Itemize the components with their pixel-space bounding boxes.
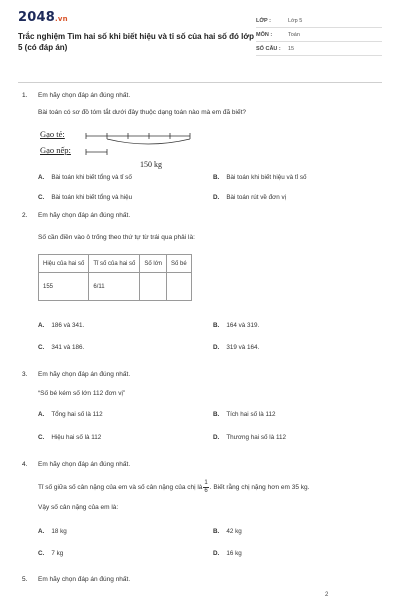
meta-count: SỐ CÂU : 15 <box>256 42 382 56</box>
question-text: Tỉ số giữa số cân nặng của em và số cân nặng của chị là $\frac{1}{6}$ . Biết rằng chị nặng hơn em 35 kg. <box>38 480 310 494</box>
document-page: 2048.vn Trắc nghiệm Tìm hai số khi biết hiệu và tỉ số của hai số đó lớp 5 (có đáp án) LỚP : Lớp 5 MÔN : Toán SỐ CÂU : 15 1. Em hãy chọn đáp án đúng nhất. Bài toán có sơ đồ tóm tắt dưới đây thuộc dạng toán nào mà em đã biết? Gạo tẻ: Gạo nếp: 150 kg A. Bài toán khi biết tổng và tỉ số B. Bài toán khi biết hiệu và tỉ số C. Bài toán khi biết tổng và hiệu D. Bài toán rút về đơn vị 2. Em hãy chọn đáp án đúng nhất. Số cần điền vào ô trống theo thứ tự từ trái qua phải là: Hiệu của hai số Tỉ số của hai số Số lớn Số bé 155 6/11 A. 186 và 341. B. 164 và 319. C. 341 và 186. D. 319 và 164. 3. Em hãy chọn đáp án đúng nhất. “Số bé kém số lớn 112 đơn vị” A. Tổng hai số là 112 B. Tích hai số là 112 C. Hiệu hai số là 112 D. Thương hai số là 112 4. Em hãy chọn đáp án đúng nhất. Tỉ số giữa số cân nặng của em và số cân nặng của chị là $\frac{1}{6}$ . Biết rằng chị nặng hơn em 35 kg. Vậy số cân nặng của em là: A. 18 kg B. 42 kg C. 7 kg D. 16 kg 5. Em hãy chọn đáp án đúng nhất. <box>18 10 382 53</box>
question-prompt: Em hãy chọn đáp án đúng nhất. <box>38 92 131 99</box>
fraction: $\frac{1}{6}$ <box>204 480 208 494</box>
header-divider <box>18 82 382 83</box>
document-title: Trắc nghiệm Tìm hai số khi biết hiệu và tỉ số của hai số đó lớp 5 (có đáp án) <box>18 32 254 52</box>
question-text-2: Vậy số cân nặng của em là: <box>38 504 119 511</box>
diagram-note: 150 kg <box>140 160 162 169</box>
question-text: Bài toán có sơ đồ tóm tắt dưới đây thuộc dạng toán nào mà em đã biết? <box>38 109 247 116</box>
blank-cell[interactable] <box>167 273 192 301</box>
option-b[interactable]: B. 42 kg <box>213 528 242 535</box>
segment-lines <box>40 129 200 175</box>
meta-subject: MÔN : Toán <box>256 28 382 42</box>
option-a[interactable]: A. Bài toán khi biết tổng và tỉ số <box>38 174 132 181</box>
question-prompt: Em hãy chọn đáp án đúng nhất. <box>38 576 131 583</box>
question-prompt: Em hãy chọn đáp án đúng nhất. <box>38 212 131 219</box>
option-c[interactable]: C. 341 và 186. <box>38 344 85 351</box>
question-text: “Số bé kém số lớn 112 đơn vị” <box>38 390 126 397</box>
site-logo: 2048.vn <box>18 10 68 25</box>
segment-diagram: Gạo tẻ: Gạo nếp: 150 kg <box>40 129 200 175</box>
question-prompt: Em hãy chọn đáp án đúng nhất. <box>38 371 131 378</box>
option-a[interactable]: A. Tổng hai số là 112 <box>38 411 103 418</box>
blank-cell[interactable] <box>140 273 167 301</box>
option-d[interactable]: D. Thương hai số là 112 <box>213 434 287 441</box>
question-text: Số cần điền vào ô trống theo thứ tự từ trái qua phải là: <box>38 234 195 241</box>
table-row: 155 6/11 <box>39 273 192 301</box>
option-b[interactable]: B. 164 và 319. <box>213 322 260 329</box>
question-prompt: Em hãy chọn đáp án đúng nhất. <box>38 461 131 468</box>
option-c[interactable]: C. 7 kg <box>38 550 64 557</box>
option-a[interactable]: A. 186 và 341. <box>38 322 85 329</box>
option-d[interactable]: D. 319 và 164. <box>213 344 260 351</box>
option-c[interactable]: C. Bài toán khi biết tổng và hiệu <box>38 194 133 201</box>
option-c[interactable]: C. Hiệu hai số là 112 <box>38 434 102 441</box>
option-d[interactable]: D. Bài toán rút về đơn vị <box>213 194 287 201</box>
data-table <box>38 254 192 301</box>
option-b[interactable]: B. Tích hai số là 112 <box>213 411 276 418</box>
option-d[interactable]: D. 16 kg <box>213 550 242 557</box>
option-b[interactable]: B. Bài toán khi biết hiệu và tỉ số <box>213 174 307 181</box>
meta-box <box>256 14 382 56</box>
table-header-row: Hiệu của hai số Tỉ số của hai số Số lớn Số bé <box>39 255 192 273</box>
option-a[interactable]: A. 18 kg <box>38 528 67 535</box>
page-number: 2 <box>325 592 329 598</box>
meta-class: LỚP : Lớp 5 <box>256 14 382 28</box>
